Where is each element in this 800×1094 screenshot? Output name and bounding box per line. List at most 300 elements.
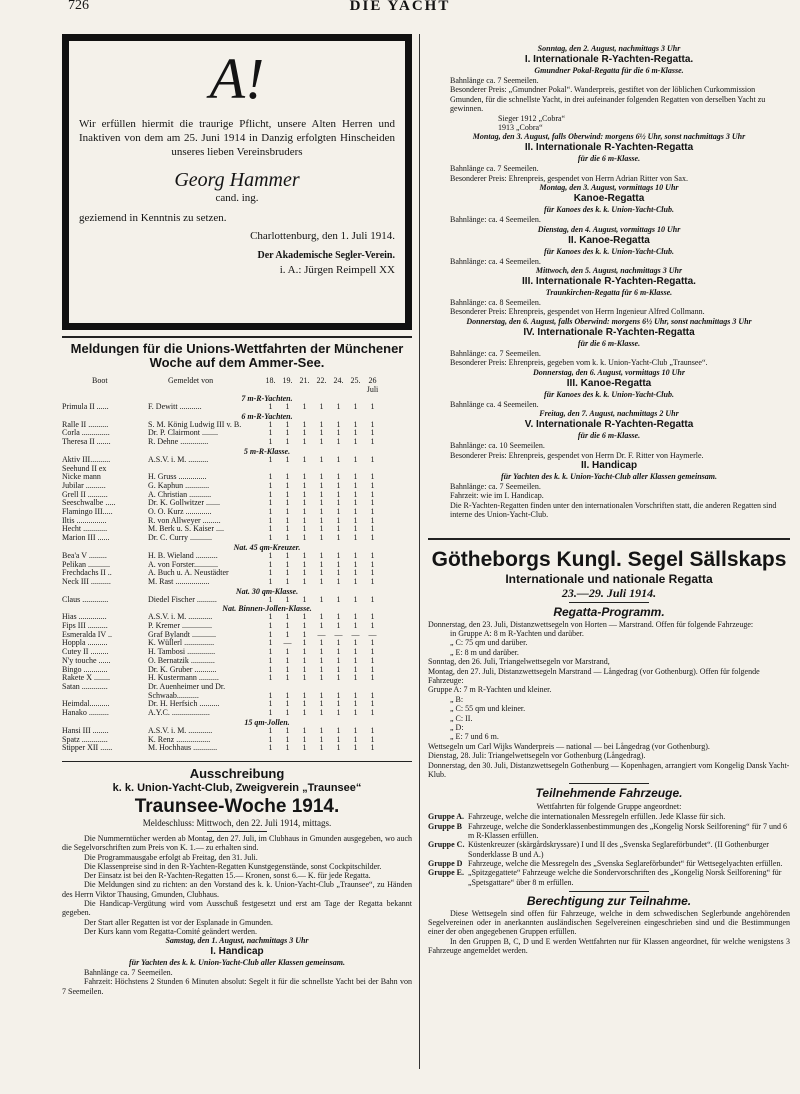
boat-name: Primula II ......	[62, 403, 109, 411]
entry-mark: 1	[285, 524, 290, 534]
entry-row	[62, 657, 412, 666]
column-divider	[419, 34, 420, 1069]
boat-name: Grell II ..........	[62, 490, 108, 499]
entry-mark: 1	[302, 621, 307, 631]
race-detail: Bahnlänge ca. 7 Seemeilen.	[450, 76, 539, 85]
entry-mark: 1	[353, 690, 358, 700]
entry-mark: 1	[370, 690, 375, 700]
entry-row	[62, 648, 412, 657]
right-column	[428, 44, 790, 955]
entered-by: K. Renz .................	[148, 735, 211, 744]
race-detail: Bahnlänge ca. 4 Seemeilen.	[450, 399, 539, 409]
programme-line: Sonntag, den 26. Juli, Triangelwettsegeln vor Marstrand,	[428, 657, 610, 667]
entry-mark: 1	[319, 402, 324, 411]
entry-mark: 1	[336, 673, 341, 683]
entry-mark: 1	[268, 594, 273, 604]
entry-mark: 1	[302, 498, 307, 508]
obituary-club: Der Akademische Segler-Verein.	[257, 250, 395, 261]
col-days	[262, 376, 381, 394]
entry-mark: 1	[319, 647, 324, 657]
entry-mark: 1	[370, 472, 375, 482]
entered-by: Dr. C. Curry ...........	[148, 534, 212, 543]
programme-line: Montag, den 27. Juli, Distanzwettsegeln Marstrand — Långedrag (vor Gothenburg). Offen für folgende Fahrzeuge:	[428, 666, 760, 685]
entry-row	[62, 631, 412, 640]
entry-mark: 1	[370, 419, 375, 429]
entry-mark: 1	[302, 489, 307, 499]
entered-by: F. Dewitt ...........	[148, 403, 202, 411]
entry-mark: 1	[268, 690, 273, 700]
entry-mark: 1	[370, 638, 375, 648]
entry-mark: 1	[268, 725, 273, 735]
entry-mark: 1	[319, 515, 324, 525]
entry-mark: 1	[268, 472, 273, 482]
entry-mark: 1	[302, 725, 307, 735]
entry-mark: 1	[268, 533, 273, 543]
entry-mark: 1	[370, 655, 375, 665]
entry-marks	[262, 709, 381, 718]
entry-mark: 1	[370, 437, 375, 447]
programme-line: „ E: 8 m und darüber.	[450, 647, 519, 657]
saturday-race: I. Handicap	[210, 946, 264, 958]
entry-mark: 1	[268, 708, 273, 718]
entry-mark: 1	[353, 454, 358, 464]
programme-line: Donnerstag, den 23. Juli, Distanzwettsegeln von Horten — Marstrand. Offen für folgende Fahrzeuge:	[428, 619, 754, 629]
entry-row	[62, 482, 412, 491]
entry-mark: 1	[268, 576, 273, 586]
boat-name: Theresa II .......	[62, 438, 111, 447]
deceased-name: Georg Hammer	[174, 169, 300, 191]
entry-mark: 1	[302, 699, 307, 709]
boat-name: Corla ..............	[62, 429, 110, 438]
entry-mark: 1	[336, 576, 341, 586]
entry-row	[62, 429, 412, 438]
race-title: V. Internationale R-Yachten-Regatta	[524, 419, 694, 431]
entry-marks	[262, 403, 381, 412]
entry-mark: 1	[336, 638, 341, 648]
entry-mark: 1	[353, 533, 358, 543]
entry-row	[62, 727, 412, 736]
entry-mark: —	[334, 629, 343, 639]
entered-by: A. von Forster............	[148, 560, 218, 569]
entry-mark: 1	[353, 743, 358, 753]
group-text: Fahrzeuge, welche die internationalen Messregeln erfüllen. Jede Klasse für sich.	[468, 812, 726, 822]
gotheborg-dates: 23.—29. Juli 1914.	[561, 585, 657, 600]
traunsee-paragraphs	[62, 834, 412, 936]
entry-mark: 1	[302, 550, 307, 560]
entry-row	[62, 569, 412, 578]
entry-mark: 1	[336, 568, 341, 578]
entry-mark: 1	[336, 725, 341, 735]
entered-by: Dr. K. Gollwitzer .......	[148, 499, 220, 508]
col-boat: Boot	[92, 376, 108, 385]
boat-name: Jubilar ..........	[62, 481, 106, 490]
entry-mark: 1	[319, 594, 324, 604]
entry-mark: 1	[302, 559, 307, 569]
entry-mark: 1	[353, 550, 358, 560]
entry-mark: 1	[302, 664, 307, 674]
race-date: Donnerstag, den 6. August, vormittags 10 Uhr	[533, 367, 685, 377]
race-detail: Sieger 1912 „Cobra“	[498, 113, 566, 123]
entered-by: H. Kustermann ..........	[148, 674, 219, 683]
entry-mark: —	[317, 629, 326, 639]
group-label: Gruppe C.	[428, 840, 465, 850]
entry-mark: —	[283, 638, 292, 648]
entry-mark: 1	[336, 647, 341, 657]
entry-row	[62, 639, 412, 648]
entry-marks	[262, 596, 381, 605]
boat-name: Frechdachs II ..	[62, 569, 112, 578]
entry-mark: 1	[302, 524, 307, 534]
race-date: Dienstag, den 4. August, vormittags 10 Uhr	[537, 224, 681, 234]
entered-by: Dr. H. Herfsich ..........	[148, 700, 220, 709]
entry-mark: 1	[370, 507, 375, 517]
group-label: Gruppe D	[428, 858, 463, 868]
entry-mark: 1	[285, 472, 290, 482]
entered-by: A. Christian ...........	[148, 490, 212, 499]
entered-by	[148, 465, 262, 474]
race-date: Montag, den 3. August, falls Oberwind: morgens 6½ Uhr, sonst nachmittags 3 Uhr	[472, 132, 746, 142]
deceased-title: cand. ing.	[215, 192, 259, 204]
entered-by: M. Berk u. S. Kaiser ....	[148, 525, 224, 534]
boat-name: Claus .............	[62, 595, 109, 604]
race-detail: Fahrzeit: wie im I. Handicap.	[450, 491, 544, 501]
entry-mark: 1	[370, 568, 375, 578]
short-rule	[207, 831, 267, 832]
group-text: Küstenkreuzer (skärgårdskryssare) I und II des „Svenska Seglareförbundet“. (II Gothenburger Sonderklasse B und A.)	[468, 840, 769, 859]
entry-mark: 1	[268, 507, 273, 517]
race-detail: Bahnlänge: ca. 4 Seemeilen.	[450, 215, 541, 225]
boat-name: Esmeralda IV ..	[62, 630, 113, 639]
entry-mark: 1	[302, 437, 307, 447]
entry-row	[62, 744, 412, 753]
group-text: „Spitzgegattete“ Fahrzeuge welche die Sondervorschriften des „Kongelig Norsk Seilforening“ für „Spetsgattare“ über 8 m erfüllen.	[468, 868, 782, 887]
entry-marks	[262, 578, 381, 587]
short-rule	[569, 891, 649, 892]
entered-by: Graf Bylandt ............	[148, 630, 216, 639]
entry-mark: 1	[285, 673, 290, 683]
entry-mark: 1	[319, 437, 324, 447]
col-entered-by: Gemeldet von	[168, 376, 214, 385]
entry-mark: 1	[353, 638, 358, 648]
programme-line: Gruppe A: 7 m R-Yachten und kleiner.	[428, 685, 552, 695]
entry-mark: 1	[285, 454, 290, 464]
entry-mark: 1	[370, 454, 375, 464]
entered-by: H. Tambosi ..............	[148, 648, 216, 657]
traunsee-deadline: Meldeschluss: Mittwoch, den 22. Juli 1914, mittags.	[142, 817, 332, 828]
entry-mark: 1	[285, 576, 290, 586]
entry-mark: 1	[336, 515, 341, 525]
entry-mark: 1	[285, 725, 290, 735]
boat-name: Flamingo III.....	[62, 508, 113, 517]
boat-name: Hansi III ........	[62, 726, 109, 735]
vessel-group	[428, 868, 790, 887]
boat-name: Ralle II ..........	[62, 420, 109, 429]
regatta-schedule	[428, 44, 790, 520]
entry-mark: 1	[285, 647, 290, 657]
entry-mark: 1	[285, 699, 290, 709]
vessel-groups	[428, 812, 790, 886]
entry-mark: 1	[302, 515, 307, 525]
entered-by: H. Gruss ..............	[148, 473, 207, 482]
entry-mark: 1	[370, 621, 375, 631]
entry-mark: 1	[268, 743, 273, 753]
obituary-place-date: Charlottenburg, den 1. Juli 1914.	[250, 230, 395, 242]
race-title: III. Kanoe-Regatta	[566, 377, 652, 389]
entry-mark: 1	[336, 559, 341, 569]
boat-name: Nicke mann	[62, 473, 101, 482]
entry-mark: 1	[353, 419, 358, 429]
vessel-group	[428, 812, 790, 821]
eligibility-title: Berechtigung zur Teilnahme.	[526, 893, 692, 908]
vessel-group	[428, 822, 790, 841]
entry-mark: 1	[302, 647, 307, 657]
vessel-group	[428, 840, 790, 859]
entry-mark: 1	[336, 419, 341, 429]
entry-mark: 1	[336, 743, 341, 753]
entry-row	[62, 525, 412, 534]
entry-mark: 1	[302, 472, 307, 482]
section-rule	[62, 761, 412, 762]
entry-mark: —	[351, 629, 360, 639]
programme-title: Regatta-Programm.	[553, 604, 665, 619]
entry-mark: 1	[268, 612, 273, 622]
entry-mark: 1	[285, 489, 290, 499]
entry-mark: 1	[302, 655, 307, 665]
group-label: Gruppe A.	[428, 812, 465, 822]
entry-mark: 1	[268, 428, 273, 438]
entry-mark: 1	[370, 576, 375, 586]
entry-mark: 1	[285, 480, 290, 490]
entry-mark: 1	[353, 559, 358, 569]
day-header: 26 Juli	[366, 376, 379, 394]
entry-mark: 1	[336, 612, 341, 622]
entry-row	[62, 613, 412, 622]
entry-mark: 1	[268, 498, 273, 508]
entry-mark: 1	[370, 550, 375, 560]
entry-marks	[262, 438, 381, 447]
race-class: für die 6 m-Klasse.	[577, 431, 641, 441]
entry-mark: 1	[319, 568, 324, 578]
programme-line: Donnerstag, den 30. Juli, Distanzwettsegeln Gothenburg — Kopenhagen, arrangiert vom Kongelig Dansk Yacht-Klub.	[428, 760, 790, 780]
obituary-signature: i. A.: Jürgen Reimpell XX	[279, 264, 395, 276]
entry-mark: 1	[268, 647, 273, 657]
entry-mark: 1	[302, 743, 307, 753]
entry-mark: 1	[285, 664, 290, 674]
entry-mark: 1	[353, 437, 358, 447]
traunsee-week: Traunsee-Woche 1914.	[134, 795, 340, 817]
entry-mark: 1	[353, 480, 358, 490]
entry-row	[62, 421, 412, 430]
entry-mark: 1	[336, 454, 341, 464]
obituary-notice	[62, 34, 412, 330]
entry-mark: —	[368, 629, 377, 639]
entry-mark: 1	[319, 533, 324, 543]
entered-by: R. Dehne ..............	[148, 438, 209, 447]
entry-mark: 1	[285, 515, 290, 525]
entry-mark: 1	[319, 454, 324, 464]
entry-mark: 1	[319, 708, 324, 718]
entry-mark: 1	[285, 437, 290, 447]
entry-mark: 1	[268, 621, 273, 631]
race-detail: Bahnlänge ca. 7 Seemeilen.	[450, 164, 539, 174]
entry-mark: 1	[319, 690, 324, 700]
saturday-date: Samstag, den 1. August, nachmittags 3 Uhr	[165, 936, 309, 946]
race-class: für Kanoes des k. k. Union-Yacht-Club.	[544, 389, 674, 399]
entry-mark: 1	[370, 708, 375, 718]
entry-mark: 1	[319, 734, 324, 744]
race-title: II. Handicap	[580, 459, 638, 471]
entries-table	[62, 394, 412, 753]
entry-mark: 1	[336, 524, 341, 534]
entry-row	[62, 508, 412, 517]
entry-mark: 1	[302, 507, 307, 517]
traunsee-title: Ausschreibung	[189, 765, 285, 781]
entry-mark: 1	[353, 612, 358, 622]
entry-mark: 1	[285, 655, 290, 665]
programme-line: in Gruppe A: 8 m R-Yachten und darüber.	[450, 628, 584, 638]
entry-mark: 1	[336, 533, 341, 543]
entered-by: A.Y.C. ...................	[148, 709, 210, 718]
entry-mark: 1	[370, 498, 375, 508]
entry-mark: 1	[319, 655, 324, 665]
entry-mark: 1	[268, 550, 273, 560]
entry-mark: 1	[353, 725, 358, 735]
eligibility-text	[428, 909, 790, 955]
left-column	[62, 34, 412, 996]
entry-mark: 1	[302, 612, 307, 622]
entry-row	[62, 499, 412, 508]
boat-name: Spatz .............	[62, 735, 108, 744]
boat-name: Hias ..............	[62, 613, 107, 622]
boat-name: Satan .............	[62, 682, 108, 691]
entry-mark: 1	[268, 437, 273, 447]
gotheborg-subtitle: Internationale und nationale Regatta	[505, 571, 713, 586]
saturday-time: Fahrzeit: Höchstens 2 Stunden 6 Minuten absolut: Segelt it für die schnellste Yacht bei der Bahn von 7 Seemeilen.	[62, 977, 412, 996]
entry-mark: 1	[353, 673, 358, 683]
class-heading: Nat. 45 qm-Kreuzer.	[233, 542, 301, 552]
entry-mark: 1	[319, 576, 324, 586]
entry-mark: 1	[370, 725, 375, 735]
race-class: für die 6 m-Klasse.	[577, 338, 641, 348]
boat-name: Seeschwalbe .....	[62, 499, 116, 508]
race-class: für die 6 m-Klasse.	[577, 154, 641, 164]
entry-mark: 1	[336, 472, 341, 482]
entry-mark: 1	[302, 402, 307, 411]
group-text: Fahrzeuge, welche die Sonderklassenbestimmungen des „Kongelig Norsk Seilforening“ für 7 und 6 m R-Klassen erfüllen.	[468, 821, 788, 841]
entry-mark: 1	[336, 402, 341, 411]
entry-mark: 1	[319, 507, 324, 517]
entry-row	[62, 534, 412, 543]
entry-mark: 1	[370, 515, 375, 525]
entry-mark: 1	[353, 568, 358, 578]
entered-by: Dr. Auenheimer und Dr.	[148, 682, 226, 691]
programme-line: „ C: 55 qm und kleiner.	[450, 704, 526, 714]
race-class: Traunkirchen-Regatta für 6 m-Klasse.	[545, 288, 673, 298]
entry-mark: 1	[268, 480, 273, 490]
race-detail: Besonderer Preis: Ehrenpreis, gegeben vom k. k. Union-Yacht-Club „Traunsee“.	[450, 358, 708, 368]
entry-mark: 1	[370, 559, 375, 569]
entry-mark: 1	[336, 437, 341, 447]
entry-mark: 1	[353, 734, 358, 744]
entry-row	[62, 692, 412, 701]
entry-mark: 1	[353, 576, 358, 586]
class-heading: 7 m-R-Yachten.	[241, 394, 293, 403]
entry-mark: 1	[336, 480, 341, 490]
entry-mark: 1	[370, 612, 375, 622]
boat-name: Bea'a V .........	[62, 551, 107, 560]
section-rule	[428, 538, 790, 540]
entry-mark: 1	[370, 647, 375, 657]
entry-row	[62, 473, 412, 482]
entry-mark: 1	[336, 690, 341, 700]
boat-name: Neck III ..........	[62, 577, 111, 586]
race-date: Donnerstag, den 6. August, falls Oberwind: morgens 6½ Uhr, sonst nachmittags 3 Uhr	[466, 316, 752, 326]
entry-mark: 1	[353, 428, 358, 438]
entered-by: A.S.V. i. M. ............	[148, 613, 213, 622]
entry-row	[62, 736, 412, 745]
race-date: Mittwoch, den 5. August, nachmittags 3 Uhr	[535, 266, 683, 276]
obituary-text: Wir erfüllen hiermit die traurige Pflicht, unsere Alten Herren und Inaktiven von dem am 25. Juni 1914 in Danzig erfolgten Hinscheiden unseres lieben Vereinsbruders	[79, 118, 395, 158]
entry-mark: 1	[336, 655, 341, 665]
entry-mark: 1	[370, 524, 375, 534]
section-rule	[62, 336, 412, 338]
entered-by: A.S.V. i. M. ............	[148, 726, 213, 735]
entry-mark: 1	[285, 621, 290, 631]
entry-mark: 1	[319, 621, 324, 631]
entry-mark: 1	[319, 699, 324, 709]
entry-mark: 1	[353, 699, 358, 709]
class-heading: Nat. 30 qm-Klasse.	[235, 586, 299, 596]
class-heading: 5 m-R-Klasse.	[243, 446, 291, 456]
entry-mark: 1	[285, 734, 290, 744]
boat-name: Stipper XII ......	[62, 744, 113, 753]
entry-mark: 1	[285, 690, 290, 700]
entered-by: A. Buch u. A. Neustädter	[148, 569, 229, 578]
race-detail: Die R-Yachten-Regatten finden unter den internationalen Vorschriften statt, die anderen Regatten sind interne des Union-Yacht-Club.	[450, 500, 777, 520]
entry-mark: 1	[370, 743, 375, 753]
entry-mark: 1	[302, 734, 307, 744]
boat-name: Cutey II .........	[62, 648, 109, 657]
entry-mark: 1	[285, 402, 290, 411]
race-detail: Bahnlänge: ca. 8 Seemeilen.	[450, 298, 541, 308]
race-title: III. Internationale R-Yachten-Regatta.	[522, 276, 696, 288]
traunsee-paragraph: Der Einsatz ist bei den R-Yachten-Regatten 15.— Kronen, sonst 6.— K. für jede Regatta.	[84, 871, 371, 881]
entry-mark: 1	[336, 621, 341, 631]
entry-mark: 1	[302, 454, 307, 464]
class-heading: 6 m-R-Yachten.	[241, 411, 293, 421]
entry-mark: 1	[268, 402, 273, 411]
entry-mark: 1	[319, 550, 324, 560]
class-heading: Nat. Binnen-Jollen-Klasse.	[222, 604, 312, 614]
entry-marks	[262, 674, 381, 683]
entry-mark: 1	[353, 647, 358, 657]
boat-name: Bingo ............	[62, 665, 108, 674]
entry-mark: 1	[268, 524, 273, 534]
entry-mark: 1	[285, 419, 290, 429]
short-rule	[569, 783, 649, 784]
entry-mark: 1	[319, 428, 324, 438]
traunsee-paragraph: Die Handicap-Vergütung wird vom Ausschuß festgesetzt und erst am Tage der Regatta bekannt gegeben.	[62, 898, 412, 918]
entry-mark: 1	[319, 472, 324, 482]
entry-row	[62, 403, 412, 412]
day-header: 18.	[265, 376, 276, 385]
entry-mark: 1	[302, 419, 307, 429]
entered-by: O. Bernatzik ............	[148, 656, 215, 665]
entry-mark: 1	[285, 708, 290, 718]
race-date: Freitag, den 7. August, nachmittags 2 Uhr	[539, 409, 679, 419]
entered-by: Diedel Fischer ..........	[148, 595, 217, 604]
race-detail: Besonderer Preis: Ehrenpreis, gespendet von Herrn Dr. F. Ritter von Haymerle.	[450, 450, 704, 460]
